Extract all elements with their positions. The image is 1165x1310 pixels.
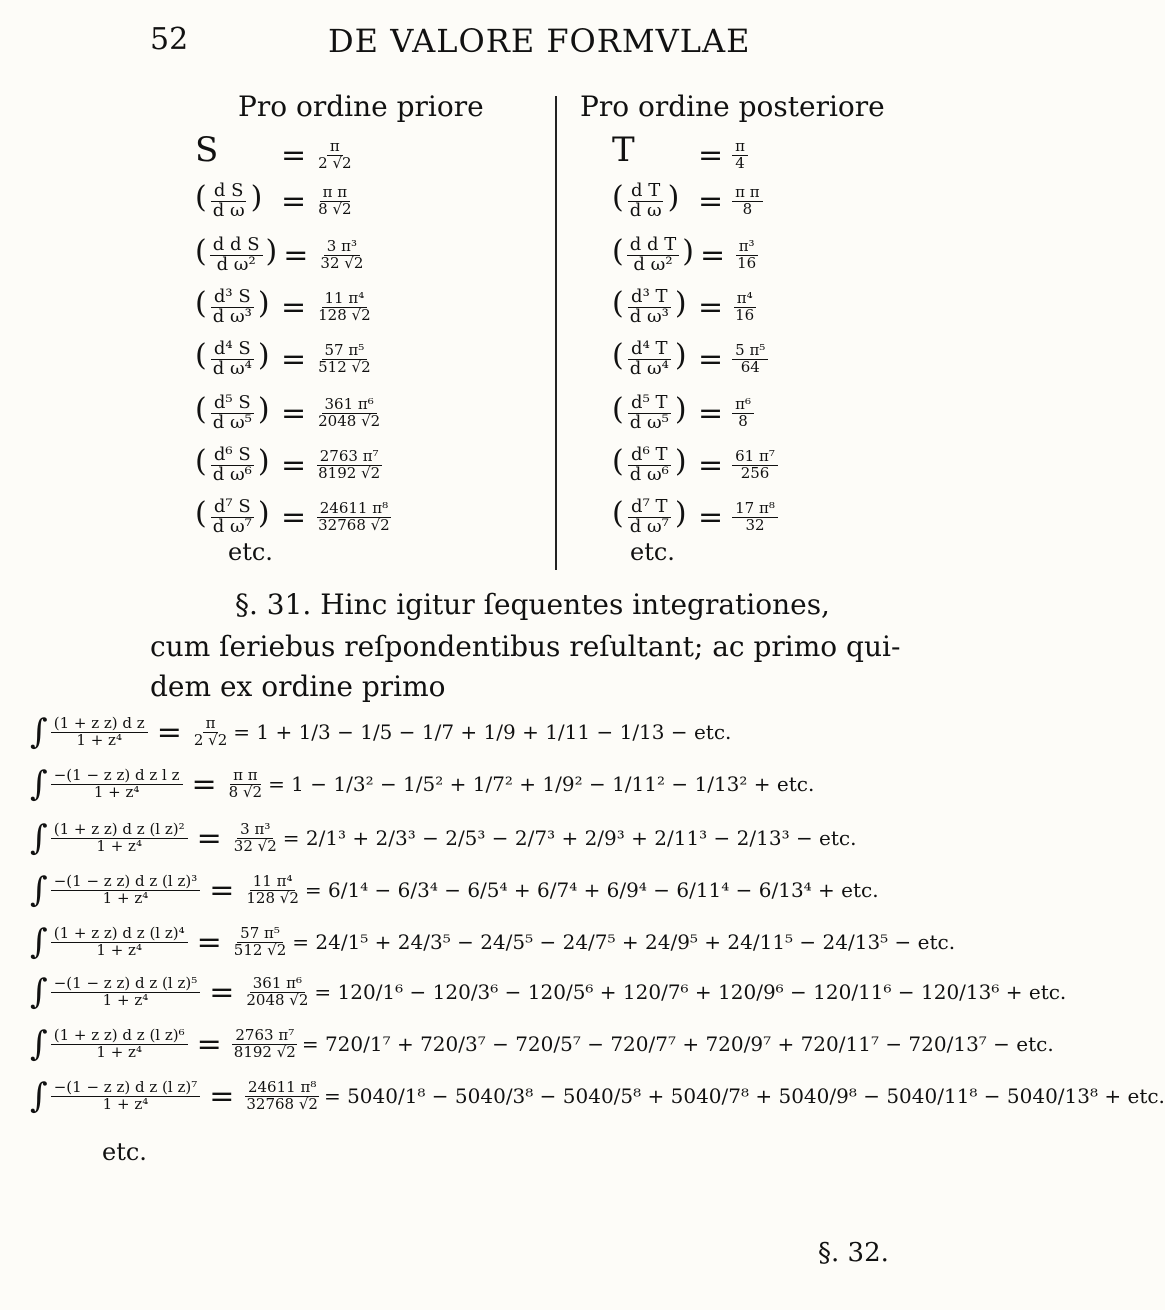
right-derivative-numerator: d⁷ T [628,498,670,518]
right-derivative-denominator: d ω⁴ [629,357,669,379]
right-paren-close: ) [674,338,687,373]
integral-value-numerator: 11 π⁴ [250,874,296,891]
left-value-numerator: 11 π⁴ [322,291,368,308]
right-value [734,236,759,272]
left-paren-close: ) [250,180,263,215]
left-value-denominator: 512 √2 [318,357,371,376]
left-lhs [195,180,275,220]
right-value-numerator: 17 π⁸ [732,501,778,518]
integral-equals: = [209,872,235,908]
left-value [315,136,354,172]
right-derivative-denominator: d ω⁶ [629,463,669,485]
integrand [51,923,188,959]
left-value-numerator: 3 π³ [324,239,360,256]
integral-equals: = [209,974,235,1010]
right-equals-sign: = [698,499,724,535]
integral-value-denominator: 32768 √2 [246,1094,318,1113]
left-lhs [195,286,275,326]
right-derivative [627,495,672,537]
left-equation-6 [195,392,386,432]
integrand [51,765,183,801]
series-expansion: = 720/1⁷ + 720/3⁷ − 720/5⁷ − 720/7⁷ + 720/9⁷ + 720/11⁷ − 720/13⁷ − etc. [301,1032,1054,1056]
right-value-denominator: 16 [735,305,755,324]
integral-equals: = [209,1078,235,1114]
right-value-numerator: 61 π⁷ [732,449,778,466]
right-derivative-denominator: d ω⁵ [629,411,669,433]
integrand-numerator: (1 + z z) d z [51,716,148,733]
integral-value [243,1077,321,1113]
series-expansion: = 24/1⁵ + 24/3⁵ − 24/5⁵ − 24/7⁵ + 24/9⁵ + 24/11⁵ − 24/13⁵ − etc. [292,930,956,954]
left-derivative-numerator: d⁷ S [211,498,254,518]
right-derivative [627,337,672,379]
integral-value-numerator: π [203,716,219,733]
left-equals-sign: = [281,447,307,483]
left-value-denominator: 32768 √2 [318,515,390,534]
integral-sign: ∫ [30,870,48,910]
integral-row-5 [30,922,955,962]
right-paren-open: ( [612,338,624,373]
integrand-numerator: −(1 − z z) d z (l z)³ [51,874,201,891]
right-value-denominator: 8 [738,411,748,430]
paragraph-line-3: dem ex ordine primo [150,670,446,703]
right-derivative-numerator: d⁵ T [628,394,670,414]
series-expansion: = 2/1³ + 2/3³ − 2/5³ − 2/7³ + 2/9³ + 2/11³ − 2/13³ − etc. [282,826,857,850]
right-lhs [612,444,692,484]
left-lhs [195,496,275,536]
right-derivative [627,179,665,221]
right-derivative [627,233,680,275]
series-expansion: = 6/1⁴ − 6/3⁴ − 6/5⁴ + 6/7⁴ + 6/9⁴ − 6/11⁴ − 6/13⁴ + etc. [304,878,879,902]
right-value-denominator: 16 [737,253,757,272]
right-lhs [612,234,694,274]
right-value [732,288,757,324]
left-derivative [210,391,255,433]
right-value [732,394,754,430]
right-equals-sign: = [698,447,724,483]
integrand-numerator: −(1 − z z) d z (l z)⁷ [51,1080,201,1097]
integral-value-numerator: 361 π⁶ [250,976,305,993]
right-equation-1 [612,130,751,173]
right-derivative-numerator: d³ T [628,288,670,308]
left-paren-open: ( [195,496,207,531]
right-derivative [627,391,672,433]
right-value-denominator: 32 [745,515,765,534]
left-value-numerator: 57 π⁵ [322,343,368,360]
integral-row-4 [30,870,879,910]
right-paren-close: ) [674,392,687,427]
left-derivative-denominator: d ω⁵ [212,411,252,433]
left-derivative-numerator: d⁶ S [211,446,254,466]
integral-value [231,923,290,959]
left-derivative-denominator: d ω [212,199,245,221]
paragraph-line-1: §. 31. Hinc igitur ſequentes integrationes, [235,588,830,621]
left-value [315,446,383,482]
right-derivative [627,443,672,485]
integral-value [243,871,302,907]
right-value-denominator: 64 [740,357,760,376]
left-derivative [210,179,248,221]
left-lhs [195,338,275,378]
left-equation-7 [195,444,386,484]
right-value-denominator: 256 [740,463,770,482]
left-value [315,394,383,430]
left-value-numerator: π [327,139,343,156]
left-value-numerator: π π [320,185,351,202]
left-equation-4 [195,286,377,326]
integrand-denominator: 1 + z⁴ [96,1042,142,1061]
integrand-denominator: 1 + z⁴ [102,1094,149,1113]
integral-value [191,713,230,749]
left-derivative-numerator: d³ S [211,288,254,308]
right-value [732,136,748,172]
left-paren-open: ( [195,392,207,427]
right-value [732,498,778,534]
next-section-reference: §. 32. [818,1238,889,1268]
left-equation-3 [195,234,369,274]
series-expansion: = 120/1⁶ − 120/3⁶ − 120/5⁶ + 120/7⁶ + 120/9⁶ − 120/11⁶ − 120/13⁶ + etc. [314,980,1067,1004]
integral-value-denominator: 2 √2 [193,730,228,749]
left-value [315,498,393,534]
left-value-denominator: 8192 √2 [318,463,381,482]
left-lhs [195,392,275,432]
left-equation-2 [195,180,358,220]
right-equals-sign: = [698,183,724,219]
left-lhs [195,234,277,274]
integral-value-numerator: 24611 π⁸ [245,1080,319,1097]
left-derivative-denominator: d ω² [216,253,256,275]
integrand [51,1025,188,1061]
integrand-denominator: 1 + z⁴ [102,990,149,1009]
right-paren-close: ) [682,234,694,269]
right-derivative-numerator: d T [628,182,663,202]
integral-equals: = [156,714,182,750]
left-value-denominator: 8 √2 [318,199,352,218]
integral-row-6 [30,972,1066,1012]
right-paren-open: ( [612,444,624,479]
right-equals-sign: = [698,137,724,173]
right-value [732,340,768,376]
left-value [315,182,354,218]
left-equals-sign: = [281,183,307,219]
left-equation-5 [195,338,377,378]
right-equation-5 [612,338,771,378]
left-etc: etc. [228,538,273,566]
integrand-denominator: 1 + z⁴ [96,940,142,959]
integral-value-denominator: 2048 √2 [246,990,309,1009]
right-equation-2 [612,180,766,220]
left-derivative-denominator: d ω³ [212,305,252,327]
left-paren-close: ) [257,286,270,321]
integral-sign: ∫ [30,972,48,1012]
integrand [51,713,148,749]
right-derivative-denominator: d ω [629,199,662,221]
integral-value [231,819,280,855]
final-etc: etc. [102,1138,147,1166]
integral-row-8 [30,1076,1165,1116]
right-equals-sign: = [698,395,724,431]
left-derivative-denominator: d ω⁶ [212,463,252,485]
series-expansion: = 5040/1⁸ − 5040/3⁸ − 5040/5⁸ + 5040/7⁸ + 5040/9⁸ − 5040/11⁸ − 5040/13⁸ + etc. [323,1084,1165,1108]
left-value-numerator: 24611 π⁸ [317,501,391,518]
right-lhs [612,180,692,220]
left-derivative [210,495,255,537]
right-equals-sign: = [698,341,724,377]
integrand-numerator: (1 + z z) d z (l z)⁶ [51,1028,188,1045]
integral-value-numerator: 57 π⁵ [237,926,283,943]
series-expansion: = 1 − 1/3² − 1/5² + 1/7² + 1/9² − 1/11² − 1/13² + etc. [268,772,815,796]
integrand-denominator: 1 + z⁴ [96,836,142,855]
right-derivative-numerator: d d T [627,236,680,256]
left-value-numerator: 361 π⁶ [322,397,377,414]
right-equation-8 [612,496,781,536]
left-derivative-denominator: d ω⁷ [212,515,252,537]
left-derivative [210,285,255,327]
left-value-denominator: 2 √2 [318,153,352,172]
left-paren-close: ) [257,444,270,479]
left-value-numerator: 2763 π⁷ [317,449,382,466]
integrand-numerator: −(1 − z z) d z (l z)⁵ [51,976,201,993]
running-head: DE VALORE FORMVLAE [328,22,751,60]
left-equals-sign: = [281,395,307,431]
right-paren-close: ) [674,496,687,531]
left-derivative [210,233,263,275]
right-value-numerator: 5 π⁵ [732,343,768,360]
integrand [51,819,188,855]
integral-value-denominator: 8192 √2 [233,1042,296,1061]
right-value-numerator: π⁶ [732,397,754,414]
integral-sign: ∫ [30,818,48,858]
integrand [51,871,201,907]
integral-value-numerator: 3 π³ [237,822,273,839]
right-value [732,182,763,218]
integral-equals: = [196,1026,222,1062]
left-paren-open: ( [195,180,207,215]
right-etc: etc. [630,538,675,566]
paragraph-line-2: cum ſeriebus reſpondentibus reſultant; ac primo qui- [150,630,901,663]
integrand-numerator: −(1 − z z) d z l z [51,768,183,785]
left-equals-sign: = [283,237,309,273]
left-derivative-numerator: d⁴ S [211,340,254,360]
right-equals-sign: = [698,289,724,325]
left-paren-close: ) [257,338,270,373]
right-equation-3 [612,234,762,274]
right-derivative-denominator: d ω³ [629,305,669,327]
left-derivative-numerator: d⁵ S [211,394,254,414]
left-derivative-denominator: d ω⁴ [212,357,252,379]
right-value-denominator: 8 [742,199,753,218]
column-divider [555,96,557,570]
right-lhs [612,338,692,378]
integral-value-denominator: 8 √2 [228,782,263,801]
right-lhs [612,392,692,432]
left-paren-open: ( [195,286,207,321]
left-equals-sign: = [281,499,307,535]
right-equation-7 [612,444,781,484]
integral-value-denominator: 128 √2 [246,888,299,907]
left-paren-close: ) [257,496,270,531]
right-equals-sign: = [699,237,726,273]
integrand-numerator: (1 + z z) d z (l z)⁴ [51,926,188,943]
left-derivative [210,337,255,379]
integral-value-numerator: 2763 π⁷ [232,1028,297,1045]
integrand [51,1077,201,1113]
right-paren-close: ) [667,180,680,215]
right-paren-open: ( [612,180,624,215]
right-equation-4 [612,286,760,326]
integral-sign: ∫ [30,712,48,752]
integral-sign: ∫ [30,1076,48,1116]
left-equation-1 [195,130,358,173]
left-value-denominator: 128 √2 [318,305,371,324]
integral-equals: = [191,766,217,802]
left-derivative-numerator: d d S [210,236,263,256]
right-paren-close: ) [674,286,687,321]
right-value-numerator: π³ [736,239,758,256]
left-column-heading: Pro ordine priore [238,90,484,123]
integral-row-3 [30,818,857,858]
right-column-heading: Pro ordine posteriore [580,90,885,123]
series-expansion: = 1 + 1/3 − 1/5 − 1/7 + 1/9 + 1/11 − 1/13 − etc. [233,720,732,744]
integral-sign: ∫ [30,922,48,962]
integral-sign: ∫ [30,764,48,804]
right-value-denominator: 4 [735,153,745,172]
right-value-numerator: π π [732,185,763,202]
integral-value [226,765,265,801]
left-value [315,288,374,324]
right-paren-open: ( [612,286,624,321]
left-paren-open: ( [195,338,207,373]
integral-row-7 [30,1024,1054,1064]
right-lhs [612,286,692,326]
right-lhs [612,496,692,536]
left-equals-sign: = [281,341,307,377]
right-equation-6 [612,392,757,432]
integrand-denominator: 1 + z⁴ [93,782,140,801]
right-derivative-denominator: d ω⁷ [629,515,669,537]
right-derivative-numerator: d⁶ T [628,446,670,466]
integral-sign: ∫ [30,1024,48,1064]
integral-equals: = [196,820,222,856]
left-equation-8 [195,496,396,536]
integral-value [243,973,311,1009]
left-paren-close: ) [257,392,270,427]
integral-row-2 [30,764,814,804]
left-equals-sign: = [281,137,307,173]
left-lhs [195,444,275,484]
left-value [317,236,366,272]
integrand-denominator: 1 + z⁴ [76,730,122,749]
right-paren-open: ( [612,234,624,269]
integral-row-1 [30,712,731,752]
left-derivative-numerator: d S [211,182,247,202]
left-paren-open: ( [195,234,207,269]
right-paren-open: ( [612,496,624,531]
right-value [732,446,778,482]
right-derivative-numerator: d⁴ T [628,340,670,360]
left-value [315,340,374,376]
right-value-numerator: π [732,139,748,156]
left-value-denominator: 2048 √2 [318,411,381,430]
left-derivative [210,443,255,485]
right-value-numerator: π⁴ [734,291,756,308]
integral-value-numerator: π π [230,768,261,785]
integral-value [231,1025,299,1061]
integral-equals: = [196,924,222,960]
integral-value-denominator: 32 √2 [233,836,277,855]
right-derivative-denominator: d ω² [633,253,673,275]
right-paren-open: ( [612,392,624,427]
left-equals-sign: = [281,289,307,325]
page-number: 52 [150,22,189,57]
left-paren-close: ) [265,234,278,269]
right-lhs-symbol: T [612,130,635,170]
integral-value-denominator: 512 √2 [233,940,287,959]
integrand-numerator: (1 + z z) d z (l z)² [51,822,188,839]
left-lhs-symbol: S [195,130,219,170]
left-value-denominator: 32 √2 [320,253,364,272]
right-paren-close: ) [674,444,687,479]
left-paren-open: ( [195,444,207,479]
integrand-denominator: 1 + z⁴ [102,888,149,907]
integrand [51,973,201,1009]
right-derivative [627,285,672,327]
